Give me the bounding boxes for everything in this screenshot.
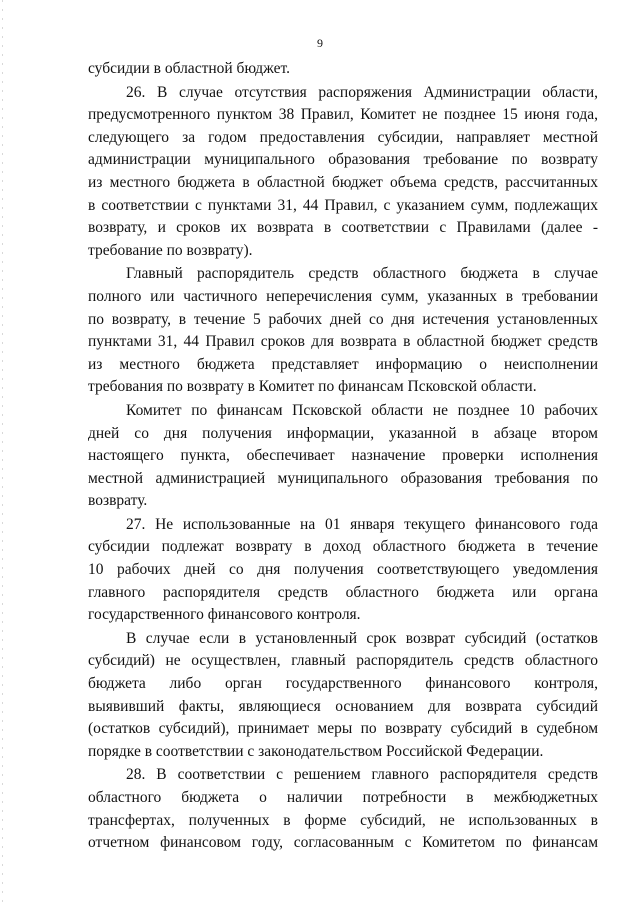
text-line: выявивший факты, являющиеся основанием для возврата субсидий — [88, 697, 598, 715]
paragraph-27-part-2 — [88, 628, 598, 764]
paragraph-28 — [88, 764, 598, 854]
text-line: в соответствии с пунктами 31, 44 Правил, с указанием сумм, подлежащих — [88, 196, 598, 214]
paragraph-continuation — [88, 58, 598, 81]
text-line: отчетном финансовом году, согласованным с Комитетом по финансам — [88, 834, 598, 852]
text-line: В случае если в установленный срок возврат субсидий (остатков — [126, 629, 598, 647]
text-line: следующего за годом предоставления субсидии, направляет местной — [88, 128, 598, 146]
text-line: 26. В случае отсутствия распоряжения Администрации области, — [126, 83, 598, 101]
text-line: 10 рабочих дней со дня получения соответствующего уведомления — [88, 561, 598, 579]
text-line: требования по возврату в Комитет по финансам Псковской области. — [88, 378, 537, 396]
document-body — [88, 58, 598, 855]
paragraph-26-part-3 — [88, 400, 598, 513]
text-line: возврату, и сроков их возврата в соответствии с Правилами (далее - — [88, 219, 598, 237]
text-line: из местного бюджета в областной бюджет объема средств, рассчитанных — [88, 173, 598, 191]
text-line: бюджета либо орган государственного финансового контроля, — [88, 675, 598, 693]
text-line: областного бюджета о наличии потребности в межбюджетных — [88, 789, 598, 806]
text-line: настоящего пункта, обеспечивает назначение проверки исполнения — [88, 447, 598, 465]
text-line: Главный распорядитель средств областного бюджета в случае — [126, 265, 598, 283]
text-line: Комитет по финансам Псковской области не позднее 10 рабочих — [126, 401, 598, 419]
text-line: требование по возврату). — [88, 241, 253, 259]
page-number: 9 — [317, 36, 323, 50]
text-line: предусмотренного пунктом 38 Правил, Комитет не позднее 15 июня года, — [88, 106, 598, 124]
text-line: возврату. — [88, 492, 148, 510]
text-line: 28. В соответствии с решением главного распорядителя средств — [126, 766, 598, 784]
text-line: трансфертах, полученных в форме субсидий, не использованных в — [88, 811, 598, 829]
text-line: субсидии в областной бюджет. — [88, 60, 290, 77]
text-line: порядке в соответствии с законодательством Российской Федерации. — [88, 742, 544, 760]
text-line: (остатков субсидий), принимает меры по возврату субсидий в судебном — [88, 720, 598, 738]
text-line: администрации муниципального образования требование по возврату — [88, 151, 598, 169]
scan-edge-mark — [2, 0, 3, 905]
text-line: дней со дня получения информации, указанной в абзаце втором — [88, 424, 598, 442]
text-line: государственного финансового контроля. — [88, 606, 361, 624]
paragraph-27 — [88, 514, 598, 627]
text-line: субсидии подлежат возврату в доход областного бюджета в течение — [88, 538, 598, 556]
text-line: полного или частичного неперечисления сумм, указанных в требовании — [88, 287, 598, 305]
paragraph-26-part-2 — [88, 263, 598, 399]
text-line: субсидий) не осуществлен, главный распорядитель средств областного — [88, 652, 598, 670]
text-line: главного распорядителя средств областного бюджета или органа — [88, 583, 598, 601]
text-line: 27. Не использованные на 01 января текущего финансового года — [126, 515, 598, 533]
text-line: из местного бюджета представляет информацию о неисполнении — [88, 355, 598, 373]
text-line: по возврату, в течение 5 рабочих дней со дня истечения установленных — [88, 310, 598, 328]
text-line: пунктами 31, 44 Правил сроков для возврата в областной бюджет средств — [88, 333, 598, 351]
text-line: местной администрацией муниципального образования требования по — [88, 469, 598, 487]
paragraph-26 — [88, 82, 598, 263]
